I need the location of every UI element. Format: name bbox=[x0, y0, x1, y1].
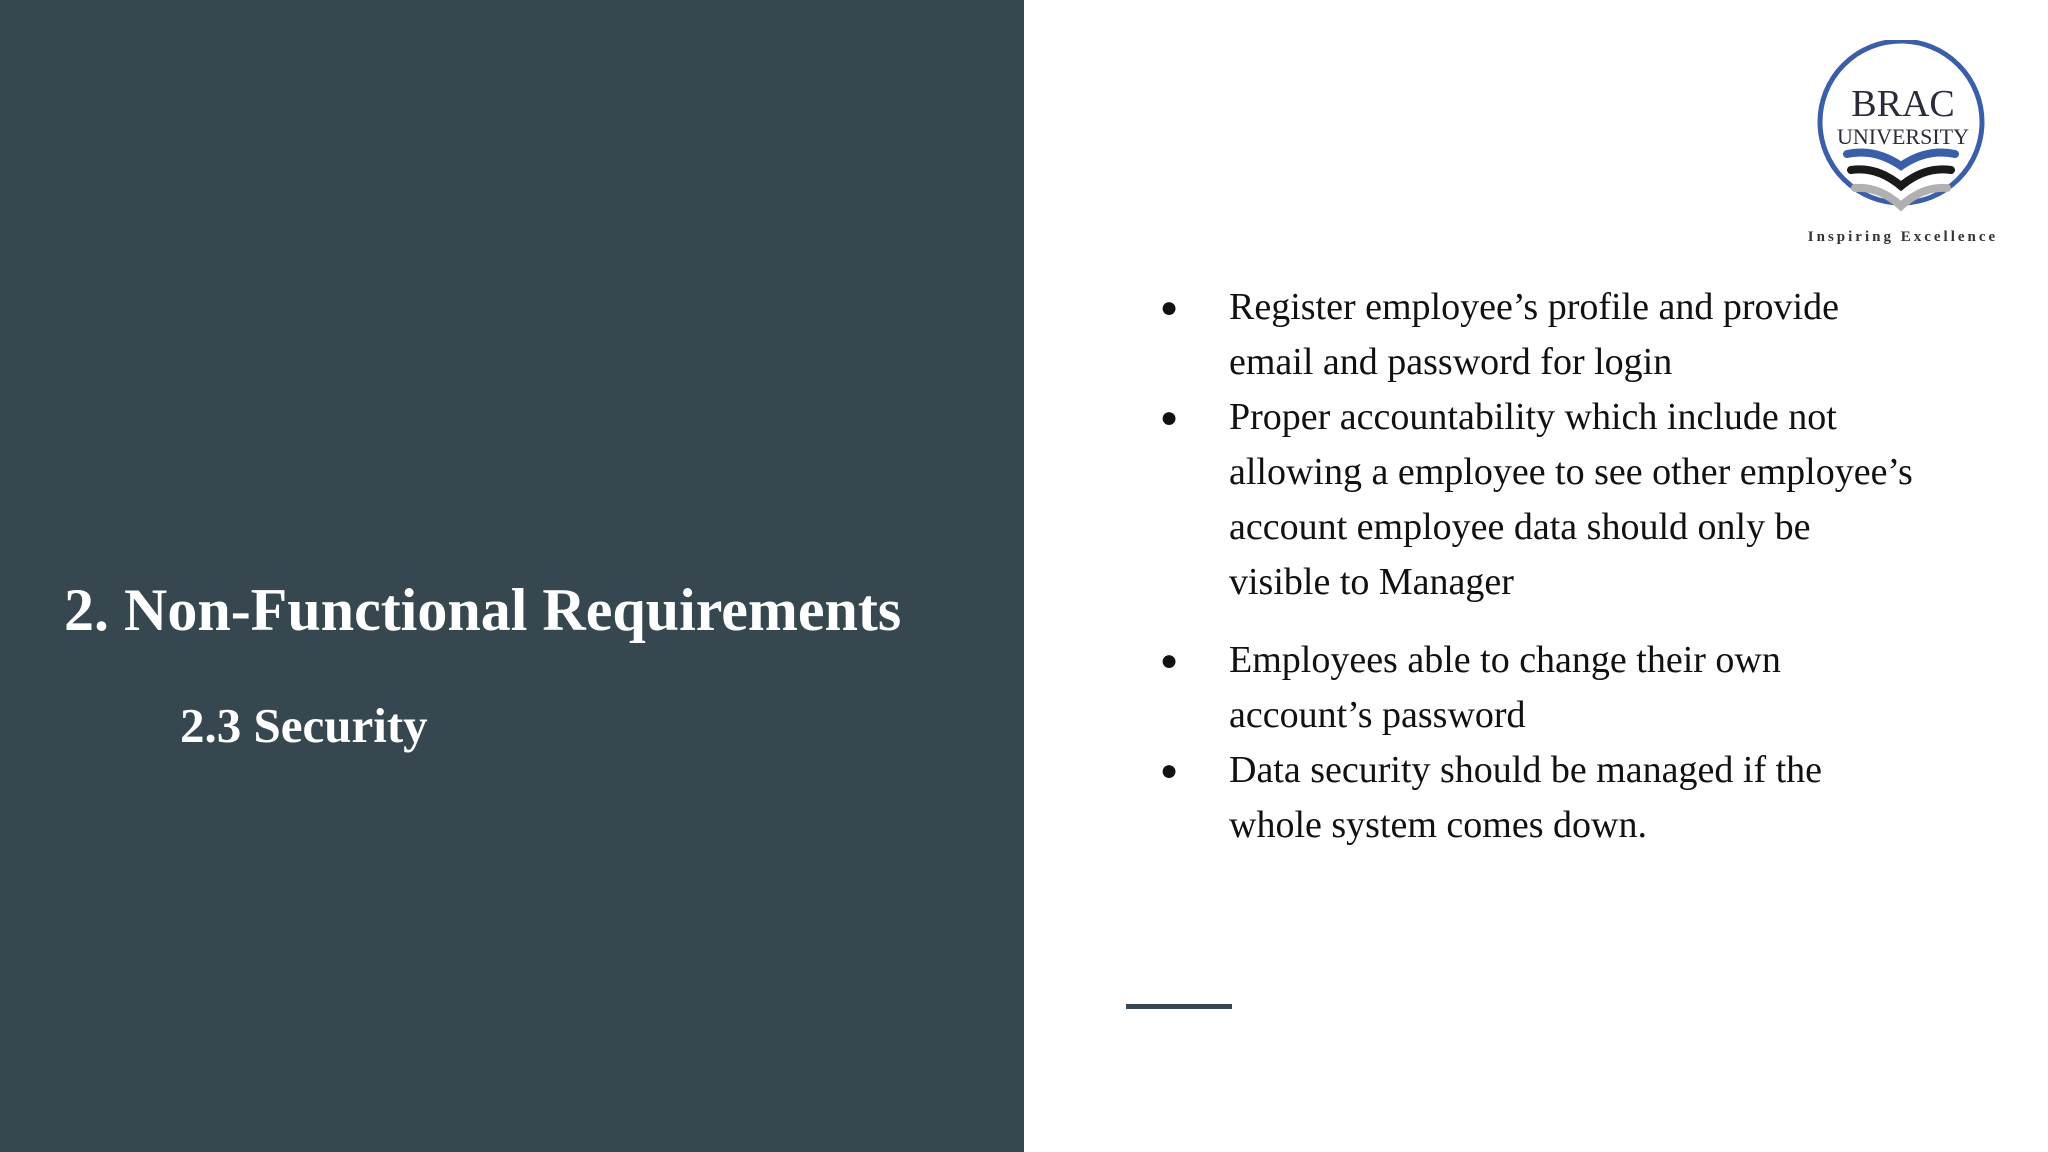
list-item-text: Employees able to change their own account’s password bbox=[1229, 639, 1781, 736]
list-item-text: Proper accountability which include not allowing a employee to see other employee’s account employee data should only be visible to Manager bbox=[1229, 396, 1913, 603]
bullet-icon: ● bbox=[1160, 291, 1179, 324]
bullet-icon: ● bbox=[1160, 401, 1179, 434]
list-item-text: Data security should be managed if the whole system comes down. bbox=[1229, 749, 1823, 846]
list-item bbox=[1160, 280, 1920, 390]
bullet-icon: ● bbox=[1160, 644, 1179, 677]
list-item bbox=[1160, 633, 1920, 743]
list-item bbox=[1160, 743, 1920, 853]
slide-title: 2. Non-Functional Requirements bbox=[64, 577, 902, 643]
requirements-list bbox=[1160, 280, 1920, 853]
section-subtitle: 2.3 Security bbox=[180, 698, 428, 753]
list-item bbox=[1160, 390, 1920, 610]
bullet-icon: ● bbox=[1160, 754, 1179, 787]
accent-divider bbox=[1126, 1004, 1232, 1009]
list-item-text: Register employee’s profile and provide email and password for login bbox=[1229, 286, 1839, 383]
logo-tagline: Inspiring Excellence bbox=[1807, 229, 1999, 245]
logo-name: BRAC bbox=[1851, 83, 1955, 125]
logo-university: UNIVERSITY bbox=[1837, 124, 1969, 149]
university-logo bbox=[1785, 40, 2021, 256]
